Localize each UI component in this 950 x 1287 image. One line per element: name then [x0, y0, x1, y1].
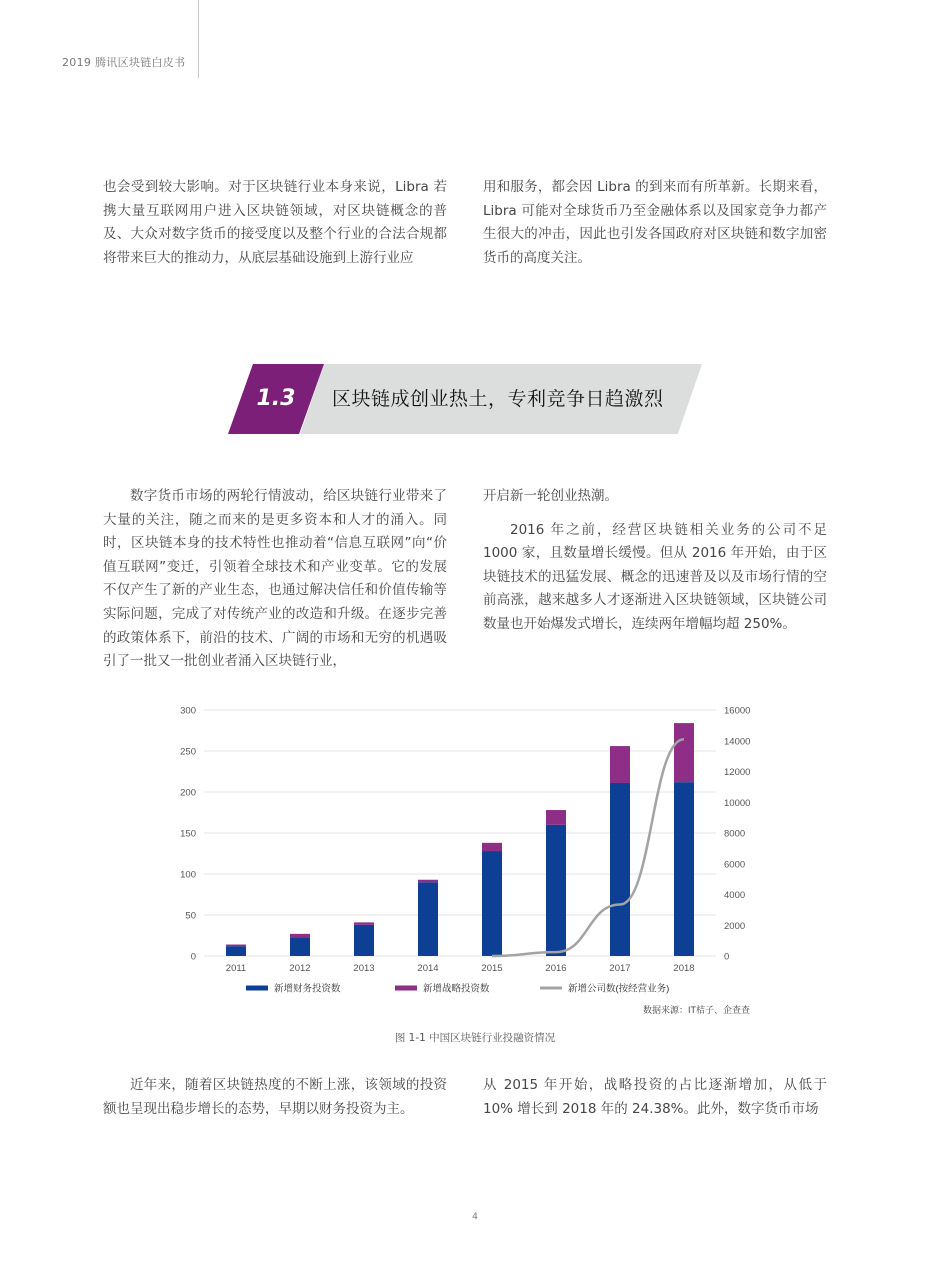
- y-right-tick-label: 4000: [724, 890, 746, 901]
- bottom-left-column: [103, 1074, 447, 1121]
- bar-strategic-investment: [354, 922, 374, 924]
- x-tick-label: 2011: [225, 963, 247, 974]
- page-number: 4: [472, 1212, 478, 1222]
- bar-financial-investment: [354, 925, 374, 956]
- bar-financial-investment: [482, 851, 502, 956]
- section-title: 区块链成创业热土，专利竞争日趋激烈: [332, 388, 664, 410]
- y-left-tick-label: 300: [180, 705, 196, 717]
- x-tick-label: 2018: [673, 963, 695, 974]
- y-left-tick-label: 200: [180, 787, 196, 799]
- header-divider: [198, 0, 199, 78]
- figure-caption: 图 1-1 中国区块链行业投融资情况: [394, 1032, 556, 1044]
- y-right-tick-label: 16000: [724, 705, 751, 717]
- investment-chart: [150, 700, 790, 1025]
- y-right-tick-label: 0: [724, 951, 730, 963]
- bottom-left-paragraph: 近年来，随着区块链热度的不断上涨，该领域的投资额也呈现出稳步增长的态势，早期以财务投资为主。: [103, 1077, 447, 1117]
- x-tick-label: 2014: [417, 963, 439, 974]
- legend-label: 新增财务投资数: [274, 983, 341, 995]
- y-right-tick-label: 12000: [724, 767, 751, 778]
- legend-swatch: [395, 986, 417, 991]
- bar-strategic-investment: [290, 934, 310, 937]
- mid-right-paragraph-1: 开启新一轮创业热潮。: [483, 488, 618, 504]
- x-tick-label: 2017: [609, 963, 631, 974]
- line-new-companies: [492, 739, 684, 956]
- top-right-paragraph: 用和服务，都会因 Libra 的到来而有所革新。长期来看，Libra 可能对全球货币乃至金融体系以及国家竞争力都产生很大的冲击，因此也引发各国政府对区块链和数字加密货币的高度关注。: [483, 179, 827, 266]
- header-title: 2019 腾讯区块链白皮书: [62, 56, 186, 69]
- bar-financial-investment: [610, 783, 630, 956]
- y-left-tick-label: 250: [180, 746, 196, 758]
- top-left-paragraph: 也会受到较大影响。对于区块链行业本身来说，Libra 若携大量互联网用户进入区块链领域，对区块链概念的普及、大众对数字货币的接受度以及整个行业的合法合规都将带来巨大的推动力，从底层基础设施到上游行业应: [103, 179, 447, 266]
- x-tick-label: 2012: [289, 963, 311, 974]
- legend-label: 新增战略投资数: [423, 983, 490, 995]
- bar-financial-investment: [290, 937, 310, 956]
- y-right-tick-label: 8000: [724, 828, 746, 840]
- mid-left-column: [103, 485, 447, 674]
- section-number: 1.3: [256, 386, 296, 411]
- top-left-column: [103, 176, 447, 270]
- legend-label: 新增公司数(按经营业务): [568, 983, 670, 995]
- x-tick-label: 2015: [481, 963, 503, 974]
- mid-left-paragraph: 数字货币市场的两轮行情波动，给区块链行业带来了大量的关注，随之而来的是更多资本和人才的涌入。同时，区块链本身的技术特性也推动着“信息互联网”向“价值互联网”变迁，引领着全球技术和产业变革。它的发展不仅产生了新的产业生态，也通过解决信任和价值传输等实际问题，完成了对传统产业的改造和升级。在逐步完善的政策体系下，前沿的技术、广阔的市场和无穷的机遇吸引了一批又一批创业者涌入区块链行业，: [103, 488, 447, 670]
- bar-strategic-investment: [226, 945, 246, 947]
- y-right-tick-label: 6000: [724, 859, 746, 871]
- bar-financial-investment: [418, 882, 438, 956]
- bottom-right-column: [483, 1074, 827, 1121]
- bar-strategic-investment: [610, 746, 630, 783]
- y-right-tick-label: 2000: [724, 920, 746, 932]
- y-left-tick-label: 100: [180, 869, 196, 881]
- bar-financial-investment: [674, 782, 694, 956]
- bar-strategic-investment: [674, 723, 694, 782]
- mid-right-paragraph-2: 2016 年之前，经营区块链相关业务的公司不足 1000 家，且数量增长缓慢。但从 2016 年开始，由于区块链技术的迅猛发展、概念的迅速普及以及市场行情的空前高涨，越来越多人才逐渐进入区块链领域，区块链公司数量也开始爆发式增长，连续两年增幅均超 250%。: [483, 521, 827, 632]
- bar-financial-investment: [546, 825, 566, 956]
- bar-strategic-investment: [546, 810, 566, 825]
- bottom-right-paragraph: 从 2015 年开始，战略投资的占比逐渐增加，从低于 10% 增长到 2018 年的 24.38%。此外，数字货币市场: [483, 1077, 827, 1117]
- x-tick-label: 2013: [353, 963, 375, 974]
- mid-right-column: [483, 485, 827, 637]
- bar-strategic-investment: [418, 880, 438, 882]
- y-right-tick-label: 10000: [724, 797, 751, 809]
- top-right-column: [483, 176, 827, 270]
- bar-financial-investment: [226, 946, 246, 956]
- y-left-tick-label: 50: [185, 910, 196, 922]
- bar-strategic-investment: [482, 843, 502, 851]
- legend-swatch: [246, 986, 268, 991]
- y-left-tick-label: 150: [180, 828, 196, 840]
- x-tick-label: 2016: [545, 963, 567, 974]
- y-left-tick-label: 0: [190, 951, 196, 963]
- chart-source: 数据来源：IT桔子、企查查: [643, 1005, 750, 1015]
- y-right-tick-label: 14000: [724, 736, 751, 748]
